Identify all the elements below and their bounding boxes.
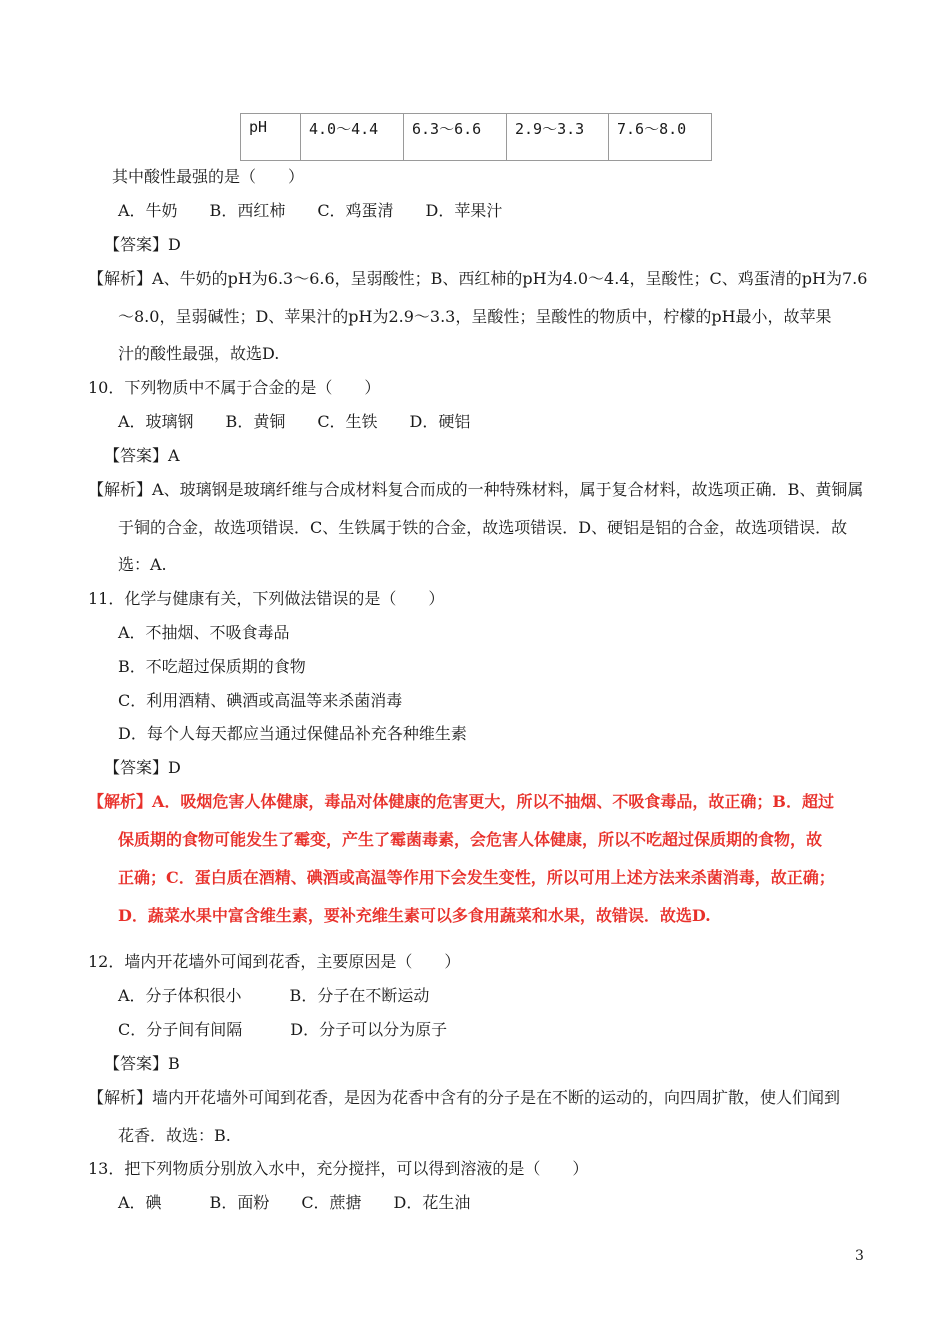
- q9-analysis-line: 汁的酸性最强，故选D.: [118, 344, 280, 363]
- q12-option: A．分子体积很小 B．分子在不断运动: [118, 986, 430, 1005]
- answer-value: A: [168, 446, 180, 465]
- q13-options: A．碘 B．面粉 C．蔗搪 D．花生油: [118, 1193, 471, 1212]
- q9-options: A．牛奶 B．西红柿 C．鸡蛋清 D．苹果汁: [118, 201, 503, 220]
- table-cell: 4.0～4.4: [301, 114, 404, 161]
- q10-answer: [104, 445, 180, 467]
- q12-stem: 12．墙内开花墙外可闻到花香，主要原因是（ ）: [88, 952, 461, 971]
- analysis-tag: 【解析】: [88, 480, 153, 499]
- answer-tag: 【答案】: [104, 758, 169, 777]
- table-row: [241, 114, 712, 161]
- q9-analysis-line: [88, 268, 867, 290]
- analysis-text: A、牛奶的pH为6.3～6.6，呈弱酸性；B、西红柿的pH为4.0～4.4，呈酸性；C、鸡蛋清的pH为7.6: [152, 269, 868, 288]
- q11-option: B．不吃超过保质期的食物: [118, 657, 306, 676]
- q10-analysis-line: 选：A.: [118, 555, 167, 574]
- answer-tag: 【答案】: [104, 235, 169, 254]
- q10-options: A．玻璃钢 B．黄铜 C．生铁 D．硬铝: [118, 412, 471, 431]
- answer-value: D: [168, 235, 181, 254]
- page-number: 3: [855, 1248, 864, 1264]
- ph-table: [240, 113, 712, 161]
- q10-analysis-line: 于铜的合金，故选项错误．C、生铁属于铁的合金，故选项错误．D、硬铝是铝的合金，故选项错误．故: [118, 518, 848, 537]
- q12-option: C．分子间有间隔 D．分子可以分为原子: [118, 1020, 448, 1039]
- answer-tag: 【答案】: [104, 446, 169, 465]
- analysis-tag: 【解析】: [88, 1088, 153, 1107]
- answer-value: B: [168, 1054, 180, 1073]
- answer-tag: 【答案】: [104, 1054, 169, 1073]
- q11-stem: 11．化学与健康有关，下列做法错误的是（ ）: [88, 589, 445, 608]
- analysis-text: A、玻璃钢是玻璃纤维与合成材料复合而成的一种特殊材料，属于复合材料，故选项正确．B、黄铜属: [152, 480, 864, 499]
- q10-analysis-line: [88, 479, 863, 501]
- q11-option: A．不抽烟、不吸食毒品: [118, 623, 290, 642]
- q12-analysis-line: 花香．故选：B.: [118, 1126, 231, 1145]
- q11-option: C．利用酒精、碘酒或高温等来杀菌消毒: [118, 691, 403, 710]
- table-cell: 6.3～6.6: [404, 114, 507, 161]
- q11-analysis-line: [88, 791, 834, 813]
- q11-option: D．每个人每天都应当通过保健品补充各种维生素: [118, 724, 467, 743]
- q12-analysis-line: [88, 1087, 840, 1109]
- q11-answer: [104, 757, 181, 779]
- table-cell: 7.6～8.0: [609, 114, 712, 161]
- q9-stem: 其中酸性最强的是（ ）: [112, 167, 305, 186]
- analysis-tag: 【解析】: [88, 792, 153, 811]
- q10-stem: 10．下列物质中不属于合金的是（ ）: [88, 378, 381, 397]
- table-cell: 2.9～3.3: [507, 114, 609, 161]
- q12-answer: [104, 1053, 180, 1075]
- q9-answer: [104, 234, 181, 256]
- answer-value: D: [168, 758, 181, 777]
- q11-analysis-line: 保质期的食物可能发生了霉变，产生了霉菌毒素，会危害人体健康，所以不吃超过保质期的食物，故: [118, 830, 823, 849]
- analysis-tag: 【解析】: [88, 269, 153, 288]
- q11-analysis-line: D．蔬菜水果中富含维生素，要补充维生素可以多食用蔬菜和水果，故错误．故选D.: [118, 906, 711, 925]
- q13-stem: 13．把下列物质分别放入水中，充分搅拌，可以得到溶液的是（ ）: [88, 1159, 589, 1178]
- analysis-text: 墙内开花墙外可闻到花香，是因为花香中含有的分子是在不断的运动的，向四周扩散，使人们闻到: [152, 1088, 841, 1107]
- q11-analysis-line: 正确；C．蛋白质在酒精、碘酒或高温等作用下会发生变性，所以可用上述方法来杀菌消毒，故正确；: [118, 868, 835, 887]
- analysis-text: A．吸烟危害人体健康，毒品对体健康的危害更大，所以不抽烟、不吸食毒品，故正确；B．超过: [152, 792, 834, 811]
- q9-analysis-line: ～8.0，呈弱碱性；D、苹果汁的pH为2.9～3.3，呈酸性；呈酸性的物质中，柠檬的pH最小，故苹果: [118, 307, 832, 326]
- table-row-label: pH: [241, 114, 301, 161]
